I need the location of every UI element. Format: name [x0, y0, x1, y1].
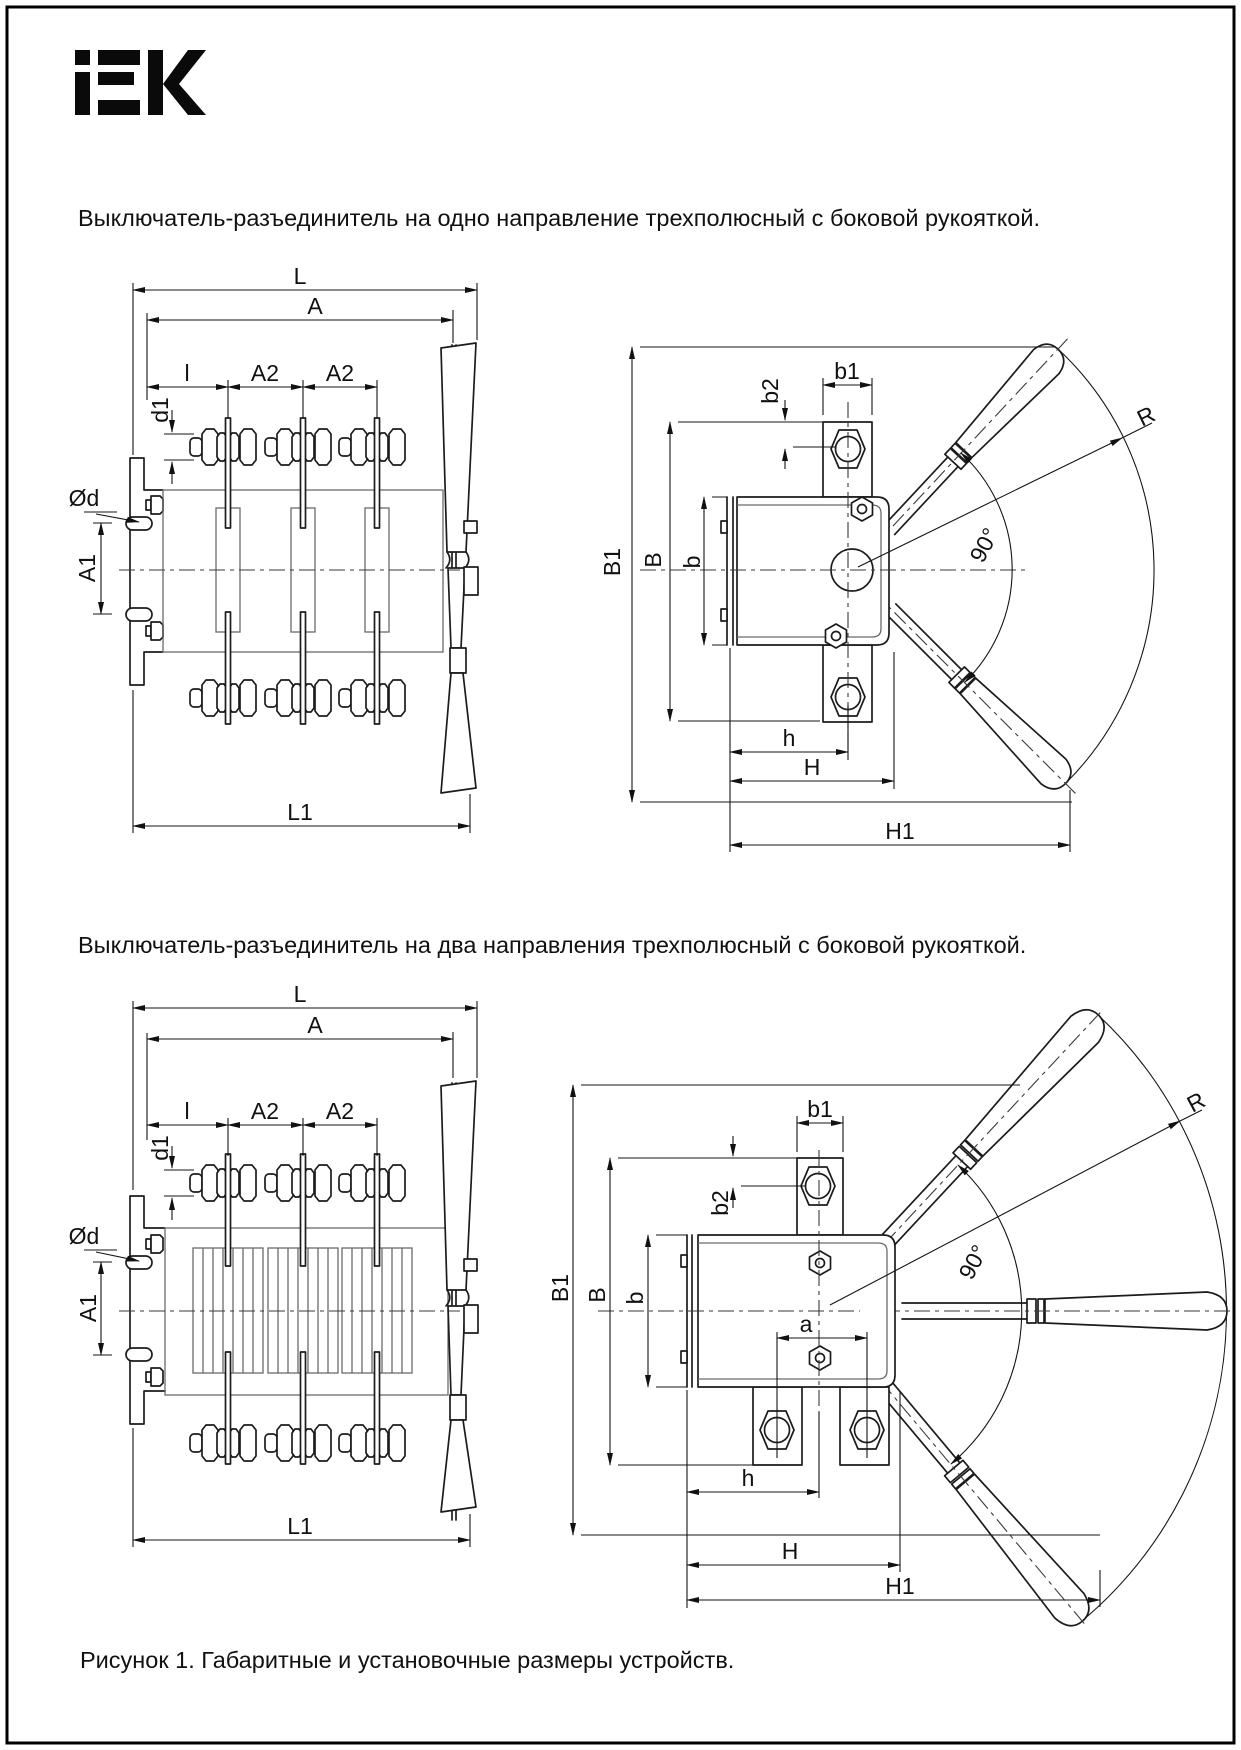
- angle-label: 90°: [953, 1240, 993, 1284]
- terminal-clamp: [339, 429, 405, 465]
- dim-label-A2: A2: [325, 1098, 355, 1124]
- section2-title: Выключатель-разъединитель на два направления трехполюсный с боковой рукояткой.: [78, 932, 1027, 958]
- dim-label-d1: d1: [147, 397, 173, 423]
- page-border: [7, 7, 1234, 1743]
- section1-title: Выключатель-разъединитель на одно направление трехполюсный с боковой рукояткой.: [78, 205, 1040, 231]
- dim-label-b: b: [622, 1291, 648, 1305]
- dim-label-A2: A2: [250, 1098, 280, 1124]
- dim-label-L: L: [293, 981, 307, 1007]
- side-view-single: [599, 324, 1159, 852]
- mounting-slot: [126, 1348, 152, 1361]
- dim-label-A2: A2: [250, 360, 280, 386]
- mounting-slot: [126, 517, 152, 530]
- terminal-clamp: [190, 429, 256, 465]
- dim-label-L1: L1: [287, 1513, 313, 1539]
- side-bolt-icon: [146, 622, 163, 640]
- dim-label-H1: H1: [885, 1573, 915, 1599]
- terminal-bolt-icon: [801, 1167, 835, 1205]
- terminal-clamp: [265, 680, 331, 716]
- terminal-clamp: [190, 1165, 256, 1201]
- terminal-clamp: [339, 1165, 405, 1201]
- handle-middle: [854, 1292, 1230, 1330]
- case-screw-icon: [810, 1346, 831, 1370]
- dim-label-H: H: [803, 754, 821, 780]
- dim-label-A: A: [307, 293, 323, 319]
- dim-label-h: h: [782, 725, 796, 751]
- case-screw-icon: [826, 624, 847, 648]
- case-screw-icon: [810, 1251, 831, 1275]
- terminal-clamp: [265, 429, 331, 465]
- angle-arc: [961, 453, 1012, 682]
- dim-label-d1: d1: [147, 1135, 173, 1161]
- terminal-clamp: [339, 680, 405, 716]
- dim-label-H1: H1: [885, 818, 915, 844]
- dim-label-a: a: [799, 1311, 813, 1337]
- dim-label-b: b: [679, 555, 705, 569]
- dim-label-B: B: [640, 552, 666, 568]
- handle-up: [860, 324, 1083, 560]
- dim-label-l: l: [184, 1098, 190, 1124]
- figure-caption: Рисунок 1. Габаритные и установочные размеры устройств.: [80, 1647, 735, 1673]
- dim-label-h: h: [741, 1465, 755, 1491]
- dim-label-b2: b2: [707, 1190, 733, 1216]
- mounting-slot: [126, 608, 152, 621]
- dim-label-A2: A2: [325, 360, 355, 386]
- dim-label-B1: B1: [547, 1273, 573, 1303]
- terminal-clamp: [190, 1425, 256, 1461]
- handle-down: [861, 579, 1091, 809]
- dim-label-B: B: [584, 1287, 610, 1303]
- dim-label-b1: b1: [807, 1096, 833, 1122]
- angle-label: 90°: [964, 523, 1004, 567]
- handle-blade: [441, 1081, 478, 1512]
- side-bolt-icon: [146, 1235, 163, 1253]
- dim-label-A1: A1: [74, 553, 100, 583]
- handle-blade: [441, 343, 478, 793]
- mounting-slot: [126, 1256, 152, 1269]
- dim-label-R: R: [1182, 1086, 1210, 1118]
- dim-label-l: l: [184, 360, 190, 386]
- iek-logo: [75, 50, 206, 115]
- terminal-clamp: [190, 680, 256, 716]
- dim-label-b1: b1: [834, 358, 860, 384]
- terminal-clamp: [265, 1165, 331, 1201]
- side-bolt-icon: [146, 1368, 163, 1386]
- dim-label-b2: b2: [757, 378, 783, 404]
- terminal-clamp: [339, 1425, 405, 1461]
- dim-label-A1: A1: [75, 1293, 101, 1323]
- dim-label-H: H: [781, 1538, 799, 1564]
- dim-label-L: L: [293, 263, 307, 289]
- dim-label-B1: B1: [599, 547, 625, 577]
- side-view-double: [547, 1000, 1230, 1636]
- dim-label-diameter: Ød: [68, 485, 100, 511]
- case-screw-icon: [852, 497, 873, 521]
- front-view-single: [69, 263, 478, 833]
- dim-label-A: A: [307, 1012, 323, 1038]
- dim-label-R: R: [1132, 400, 1160, 432]
- side-bolt-icon: [146, 496, 163, 514]
- terminal-clamp: [265, 1425, 331, 1461]
- mounting-bracket: [130, 1196, 165, 1424]
- mounting-bracket: [130, 458, 163, 685]
- dim-label-diameter: Ød: [68, 1223, 100, 1249]
- dim-label-L1: L1: [287, 799, 313, 825]
- front-view-double: [69, 981, 478, 1547]
